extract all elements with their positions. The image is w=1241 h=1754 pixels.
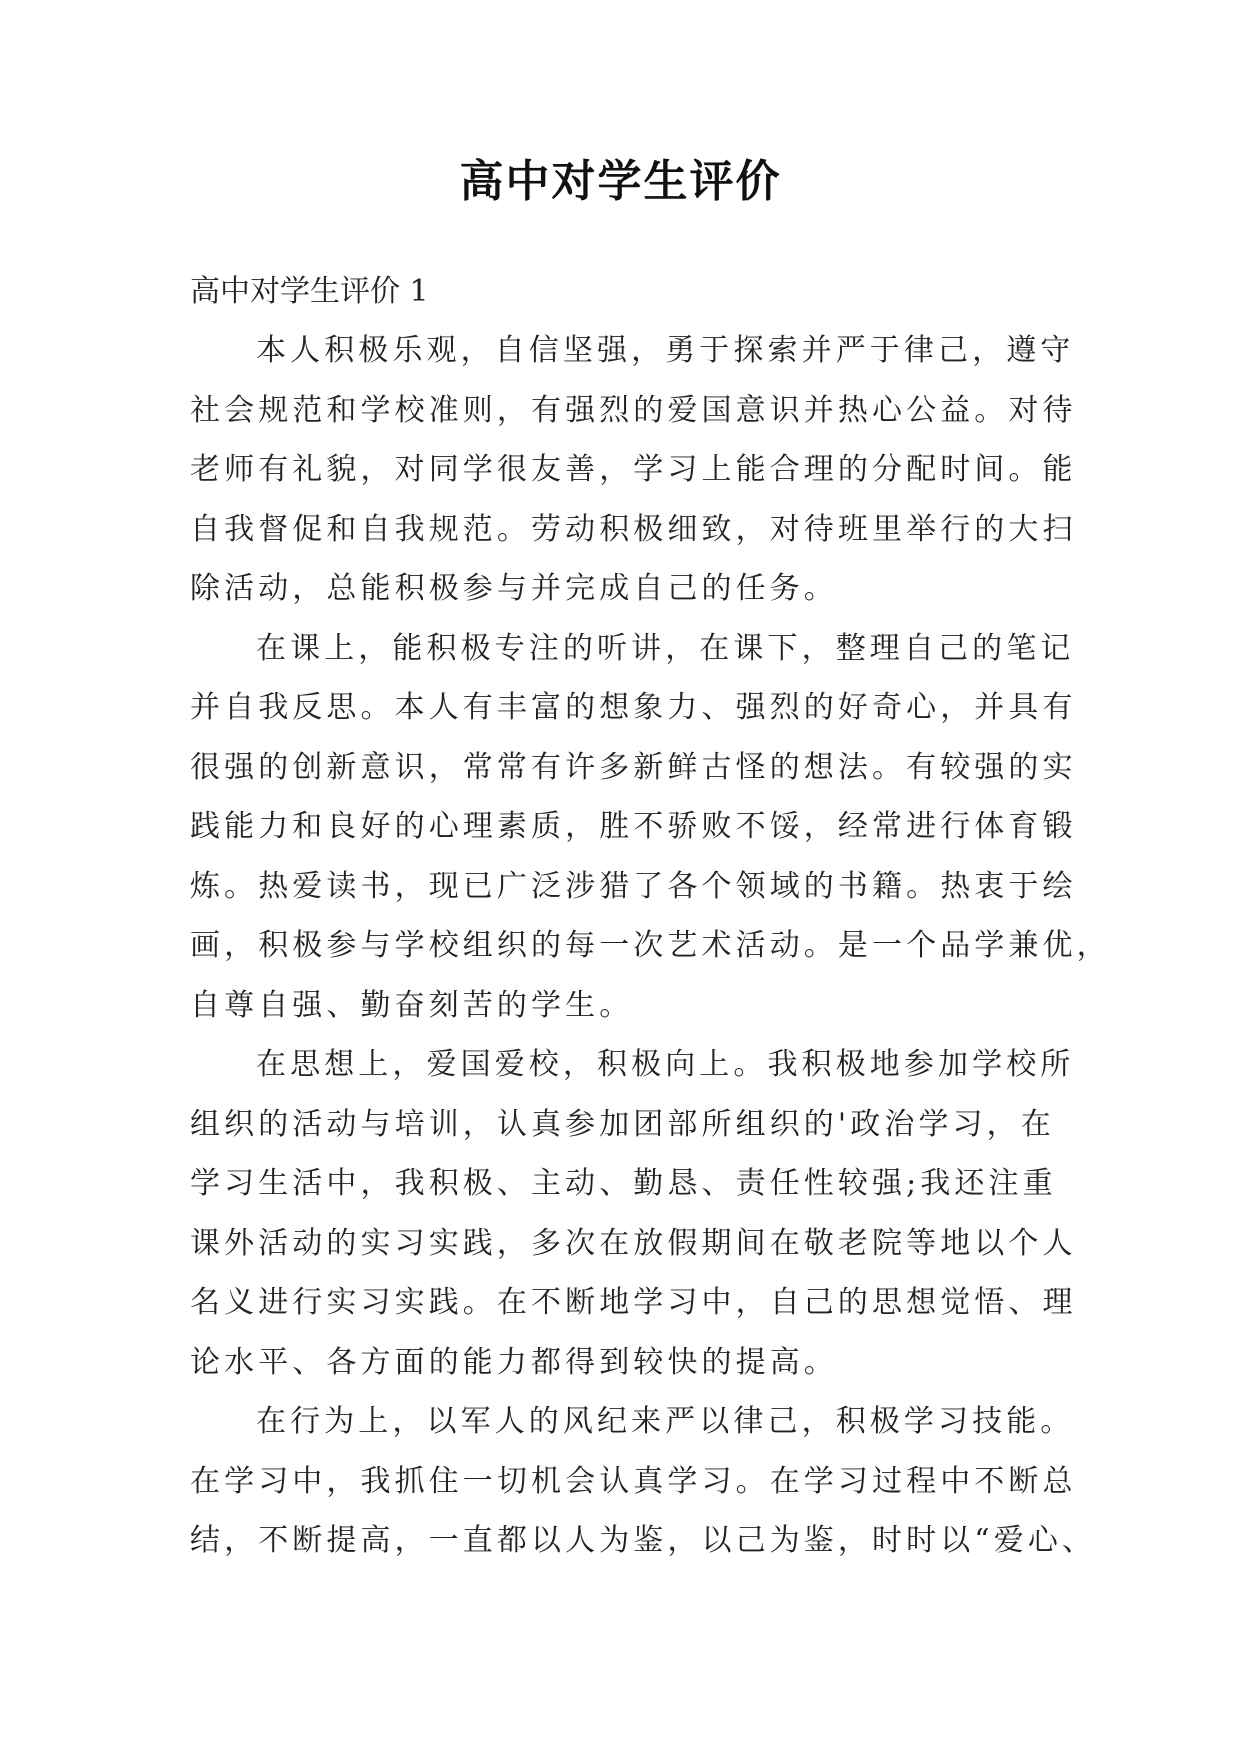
paragraph-line: 学习生活中，我积极、主动、勤恳、责任性较强;我还注重: [190, 1166, 1057, 1201]
paragraph-line: 很强的创新意识，常常有许多新鲜古怪的想法。有较强的实: [190, 749, 1077, 785]
paragraph-line: 在思想上，爱国爱校，积极向上。我积极地参加学校所: [256, 1047, 1075, 1082]
paragraph-line: 画，积极参与学校组织的每一次艺术活动。是一个品学兼优，: [190, 928, 1111, 963]
paragraph-line: 论水平、各方面的能力都得到较快的提高。: [190, 1344, 838, 1380]
paragraph-line: 践能力和良好的心理素质，胜不骄败不馁，经常进行体育锻: [190, 809, 1077, 844]
paragraph-line: 自尊自强、勤奋刻苦的学生。: [190, 987, 634, 1023]
paragraph-line: 除活动，总能积极参与并完成自己的任务。: [190, 571, 838, 606]
paragraph-line: 老师有礼貌，对同学很友善，学习上能合理的分配时间。能: [190, 452, 1077, 487]
paragraph-line: 结，不断提高，一直都以人为鉴，以己为鉴，时时以“爱心、: [190, 1523, 1097, 1558]
paragraph-line: 并自我反思。本人有丰富的想象力、强烈的好奇心，并具有: [190, 690, 1077, 725]
paragraph-line: 在学习中，我抓住一切机会认真学习。在学习过程中不断总: [190, 1463, 1077, 1499]
paragraph-line: 在课上，能积极专注的听讲，在课下，整理自己的笔记: [256, 630, 1075, 666]
document-body: [190, 262, 1111, 1571]
paragraph-line: 本人积极乐观，自信坚强，勇于探索并严于律己，遵守: [256, 333, 1075, 368]
paragraph-line: 社会规范和学校准则，有强烈的爱国意识并热心公益。对待: [190, 392, 1077, 428]
paragraph-line: 课外活动的实习实践，多次在放假期间在敬老院等地以个人: [190, 1225, 1077, 1261]
document-title: 高中对学生评价: [459, 156, 782, 207]
paragraph-line: 炼。热爱读书，现已广泛涉猎了各个领域的书籍。热衷于绘: [190, 868, 1077, 904]
paragraph-line: 组织的活动与培训，认真参加团部所组织的'政治学习，在: [190, 1106, 1055, 1142]
paragraph-line: 自我督促和自我规范。劳动积极细致，对待班里举行的大扫: [190, 511, 1077, 547]
paragraph-line: 在行为上，以军人的风纪来严以律己，积极学习技能。: [256, 1404, 1075, 1439]
section-heading: 高中对学生评价 1: [190, 274, 429, 309]
paragraph-line: 名义进行实习实践。在不断地学习中，自己的思想觉悟、理: [190, 1285, 1077, 1320]
